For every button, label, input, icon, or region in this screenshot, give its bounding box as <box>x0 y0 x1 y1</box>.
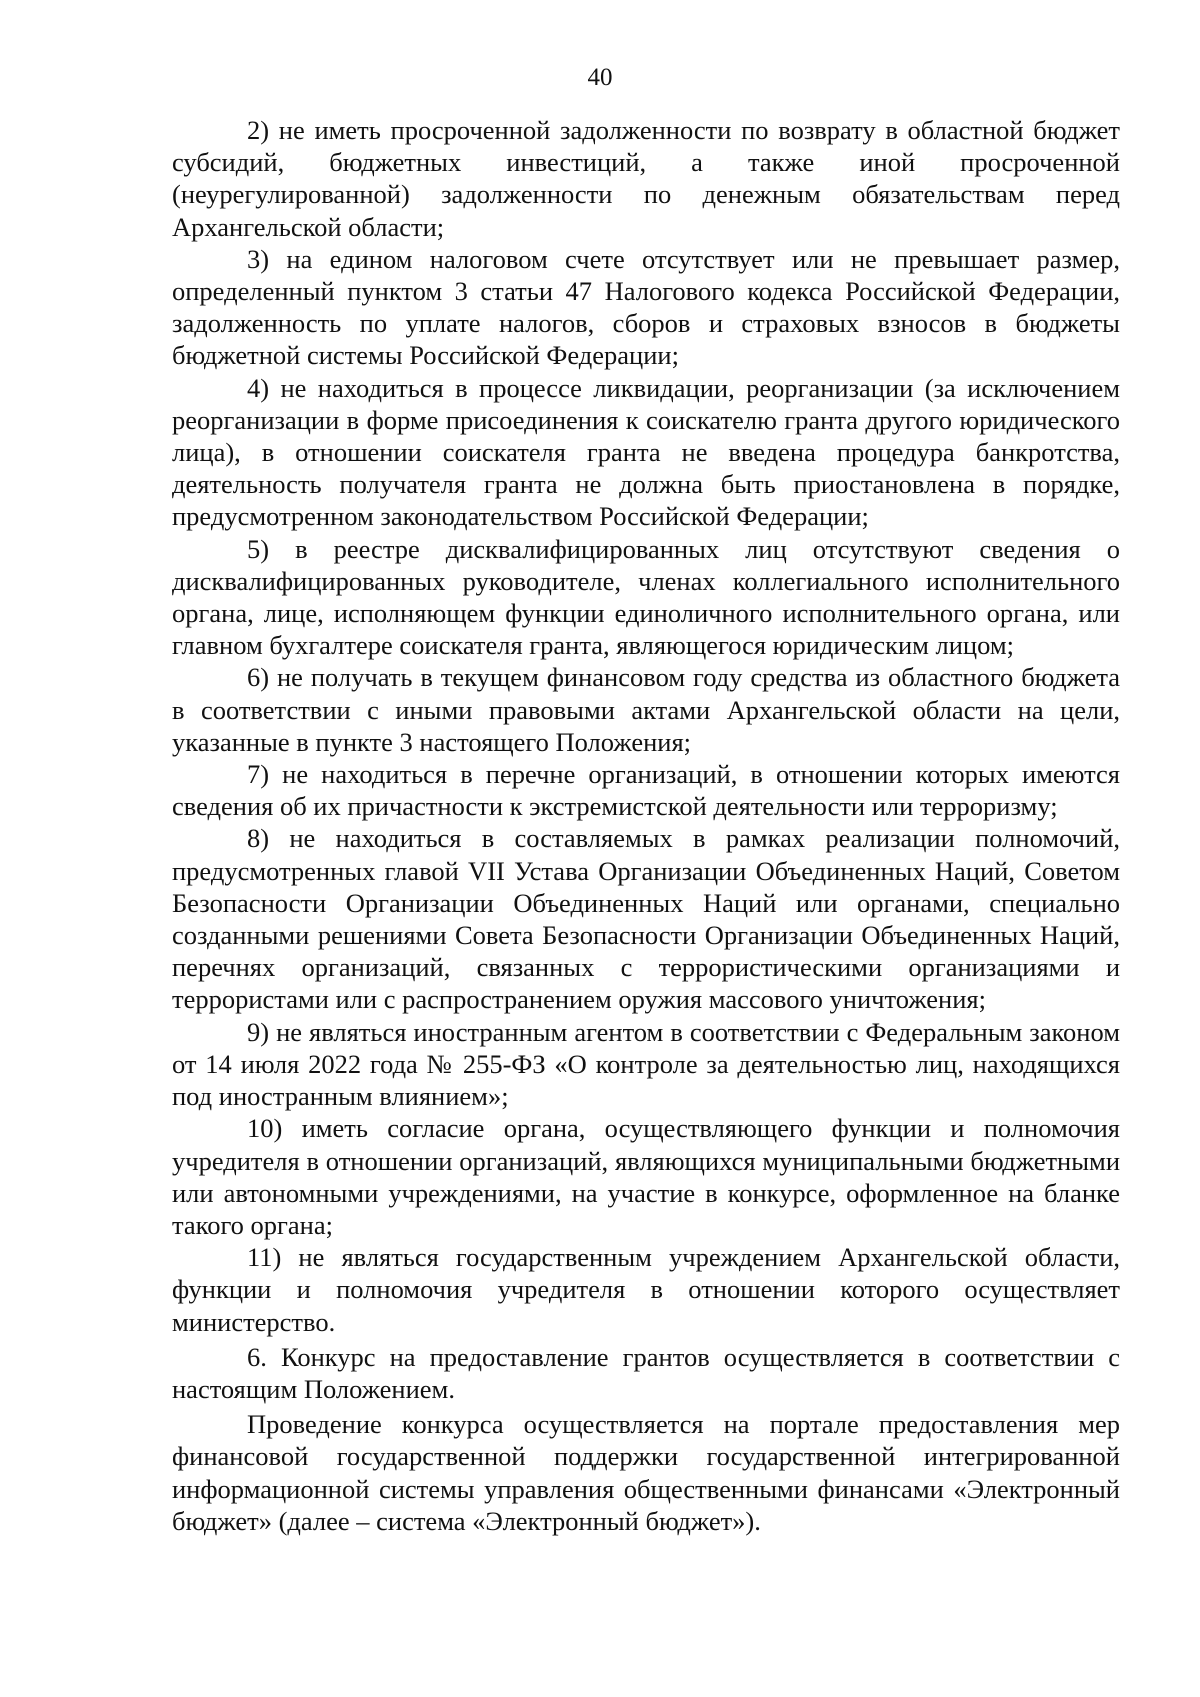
paragraph-section-6: 6. Конкурс на предоставление грантов осуществляется в соответствии с настоящим Положением. <box>172 1341 1120 1404</box>
paragraph-item-11: 11) не являться государственным учреждением Архангельской области, функции и полномочия учредителя в отношении которого осуществляет министерство. <box>172 1242 1120 1337</box>
paragraph-item-10: 10) иметь согласие органа, осуществляющего функции и полномочия учредителя в отношении организаций, являющихся муниципальными бюджетными или автономными учреждениями, на участие в конкурсе, оформленное на бланке такого органа; <box>172 1113 1120 1240</box>
page-number: 40 <box>587 64 613 91</box>
paragraph-item-7: 7) не находиться в перечне организаций, в отношении которых имеются сведения об их причастности к экстремистской деятельности или терроризму; <box>172 759 1120 822</box>
paragraph-item-8: 8) не находиться в составляемых в рамках реализации полномочий, предусмотренных главой VII Устава Организации Объединенных Наций, Советом Безопасности Организации Объединенных Наций или органами, специально созданными решениями Совета Безопасности Организации Объединенных Наций, перечнях организаций, связанных с террористическими организациями и террористами или с распространением оружия массового уничтожения; <box>172 823 1120 1015</box>
paragraph-item-9: 9) не являться иностранным агентом в соответствии с Федеральным законом от 14 июля 2022 года № 255-ФЗ «О контроле за деятельностью лиц, находящихся под иностранным влиянием»; <box>172 1016 1120 1112</box>
paragraph-item-5: 5) в реестре дисквалифицированных лиц отсутствуют сведения о дисквалифицированных руководителе, членах коллегиального исполнительного органа, лице, исполняющем функции единоличного исполнительного органа, или главном бухгалтере соискателя гранта, являющегося юридическим лицом; <box>172 533 1120 661</box>
paragraph-item-3: 3) на едином налоговом счете отсутствует или не превышает размер, определенный пунктом 3 статьи 47 Налогового кодекса Российской Федерации, задолженность по уплате налогов, сборов и страховых взносов в бюджеты бюджетной системы Российской Федерации; <box>172 243 1120 371</box>
paragraph-item-4: 4) не находиться в процессе ликвидации, реорганизации (за исключением реорганизации в форме присоединения к соискателю гранта другого юридического лица), в отношении соискателя гранта не введена процедура банкротства, деятельность получателя гранта не должна быть приостановлена в порядке, предусмотренном законодательством Российской Федерации; <box>172 372 1120 532</box>
document-body <box>172 114 1120 1537</box>
paragraph-item-2: 2) не иметь просроченной задолженности по возврату в областной бюджет субсидий, бюджетных инвестиций, а также иной просроченной (неурегулированной) задолженности по денежным обязательствам перед Архангельской области; <box>172 115 1120 242</box>
paragraph-contest-portal: Проведение конкурса осуществляется на портале предоставления мер финансовой государственной поддержки государственной интегрированной информационной системы управления общественными финансами «Электронный бюджет» (далее – система «Электронный бюджет»). <box>172 1409 1120 1536</box>
paragraph-item-6: 6) не получать в текущем финансовом году средства из областного бюджета в соответствии с иными правовыми актами Архангельской области на цели, указанные в пункте 3 настоящего Положения; <box>172 662 1120 757</box>
